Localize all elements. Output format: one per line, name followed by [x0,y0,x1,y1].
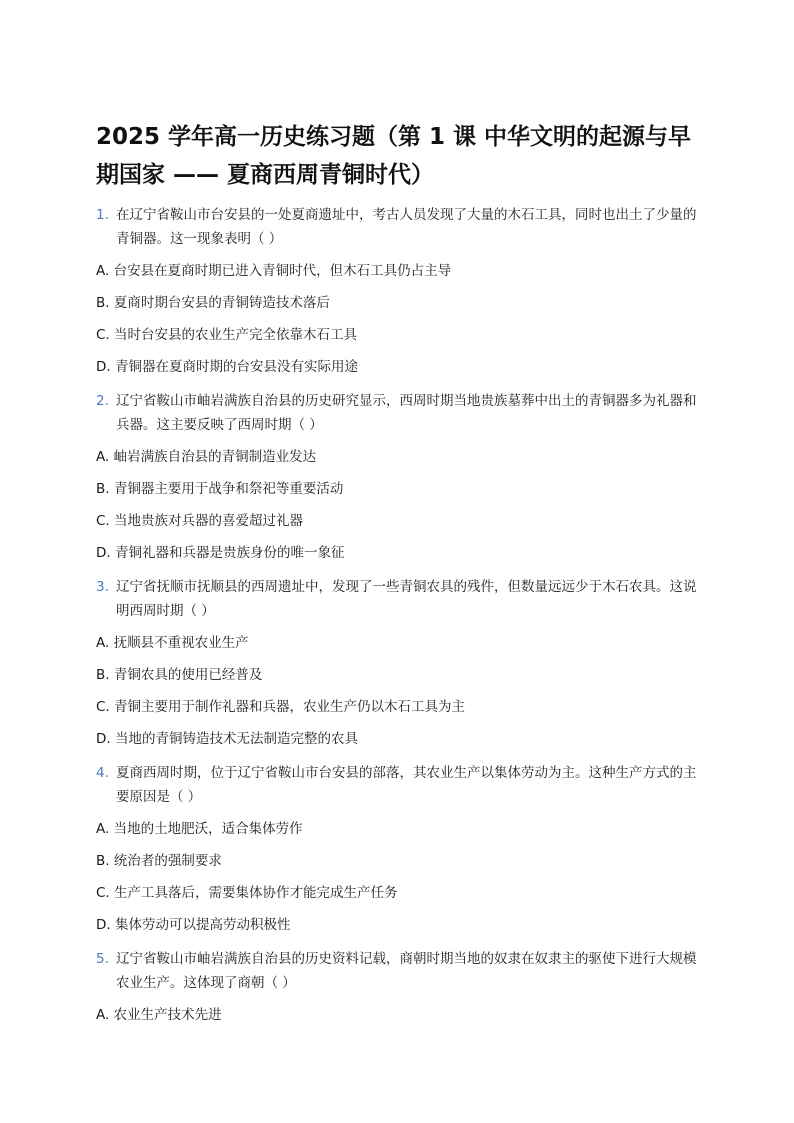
question-text: 在辽宁省鞍山市台安县的一处夏商遗址中，考古人员发现了大量的木石工具，同时也出土了少量的青铜器。这一现象表明（ ） [116,207,697,247]
question-number: 3. [96,579,109,595]
option-a: A. 岫岩满族自治县的青铜制造业发达 [96,449,317,465]
option-d: D. 青铜器在夏商时期的台安县没有实际用途 [96,359,358,375]
question-text: 辽宁省鞍山市岫岩满族自治县的历史资料记载，商朝时期当地的奴隶在奴隶主的驱使下进行大规模农业生产。这体现了商朝（ ） [116,951,697,991]
question-number: 1. [96,207,109,223]
option-d: D. 当地的青铜铸造技术无法制造完整的农具 [96,731,358,747]
question-1 [0,203,794,379]
option-b: B. 青铜器主要用于战争和祭祀等重要活动 [96,481,344,497]
option-c: C. 生产工具落后，需要集体协作才能完成生产任务 [96,885,398,901]
question-5 [0,947,794,1027]
question-text: 辽宁省抚顺市抚顺县的西周遗址中，发现了一些青铜农具的残件，但数量远远少于木石农具。这说明西周时期（ ） [116,579,697,619]
option-b: B. 夏商时期台安县的青铜铸造技术落后 [96,295,330,311]
question-number: 5. [96,951,109,967]
document-title: 2025 学年高一历史练习题（第 1 课 中华文明的起源与早期国家 —— 夏商西周青铜时代） [96,124,692,188]
option-a: A. 台安县在夏商时期已进入青铜时代，但木石工具仍占主导 [96,263,452,279]
option-c: C. 青铜主要用于制作礼器和兵器，农业生产仍以木石工具为主 [96,699,466,715]
option-c: C. 当时台安县的农业生产完全依靠木石工具 [96,327,358,343]
question-stem [0,761,794,809]
option-a: A. 当地的土地肥沃，适合集体劳作 [96,821,303,837]
question-4 [0,761,794,937]
question-number: 4. [96,765,109,781]
option-d: D. 集体劳动可以提高劳动积极性 [96,917,291,933]
question-2 [0,389,794,565]
option-b: B. 统治者的强制要求 [96,853,222,869]
question-stem [0,203,794,251]
question-list [0,203,794,1037]
option-d: D. 青铜礼器和兵器是贵族身份的唯一象征 [96,545,345,561]
question-text: 夏商西周时期，位于辽宁省鞍山市台安县的部落，其农业生产以集体劳动为主。这种生产方式的主要原因是（ ） [116,765,697,805]
question-number: 2. [96,393,109,409]
question-3 [0,575,794,751]
question-stem [0,947,794,995]
option-b: B. 青铜农具的使用已经普及 [96,667,263,683]
question-stem [0,389,794,437]
question-stem [0,575,794,623]
option-c: C. 当地贵族对兵器的喜爱超过礼器 [96,513,304,529]
option-a: A. 抚顺县不重视农业生产 [96,635,249,651]
option-a: A. 农业生产技术先进 [96,1007,222,1023]
question-text: 辽宁省鞍山市岫岩满族自治县的历史研究显示，西周时期当地贵族墓葬中出土的青铜器多为礼器和兵器。这主要反映了西周时期（ ） [116,393,697,433]
